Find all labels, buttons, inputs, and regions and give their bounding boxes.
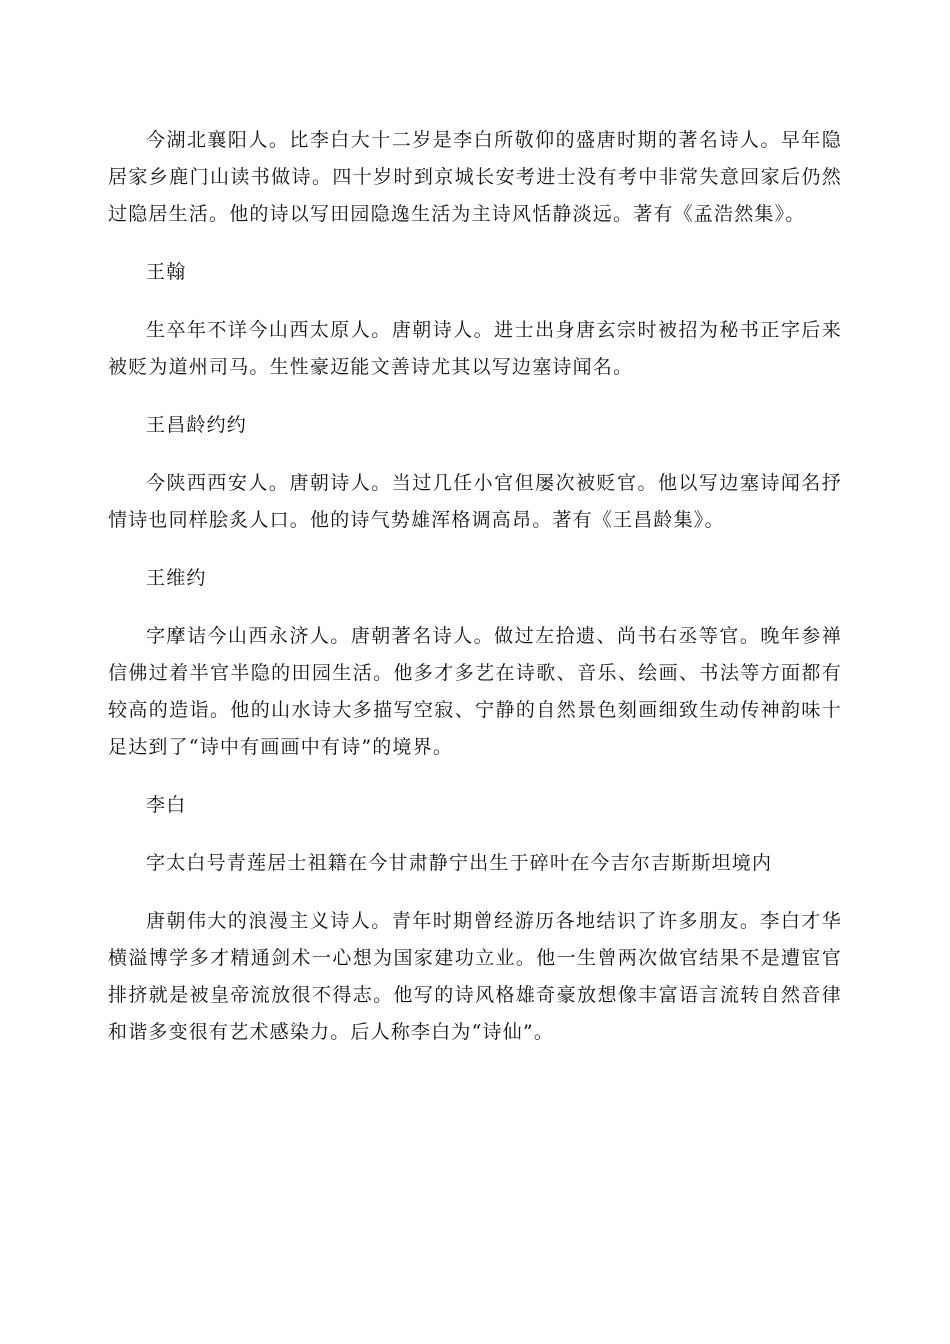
- biography-paragraph: 生卒年不详今山西太原人。唐朝诗人。进士出身唐玄宗时被招为秘书正字后来被贬为道州司马。生性豪迈能文善诗尤其以写边塞诗闻名。: [108, 319, 842, 378]
- biography-paragraph: 字太白号青莲居士祖籍在今甘肃静宁出生于碎叶在今吉尔吉斯斯坦境内: [146, 852, 773, 874]
- poet-name-heading: 王昌龄约约: [146, 414, 248, 436]
- biography-paragraph: 唐朝伟大的浪漫主义诗人。青年时期曾经游历各地结识了许多朋友。李白才华横溢博学多才精通剑术一心想为国家建功立业。他一生曾两次做官结果不是遭宦官排挤就是被皇帝流放很不得志。他写的诗风格雄奇豪放想像丰富语言流转自然音律和谐多变很有艺术感染力。后人称李白为“诗仙”。: [108, 910, 842, 1043]
- biography-paragraph: 今湖北襄阳人。比李白大十二岁是李白所敬仰的盛唐时期的著名诗人。早年隐居家乡鹿门山读书做诗。四十岁时到京城长安考进士没有考中非常失意回家后仍然过隐居生活。他的诗以写田园隐逸生活为主诗风恬静淡远。著有《孟浩然集》。: [108, 129, 842, 225]
- biography-paragraph: 字摩诘今山西永济人。唐朝著名诗人。做过左拾遗、尚书右丞等官。晚年参禅信佛过着半官半隐的田园生活。他多才多艺在诗歌、音乐、绘画、书法等方面都有较高的造诣。他的山水诗大多描写空寂、宁静的自然景色刻画细致生动传神韵味十足达到了“诗中有画画中有诗”的境界。: [108, 625, 842, 758]
- biography-paragraph: 今陕西西安人。唐朝诗人。当过几任小官但屡次被贬官。他以写边塞诗闻名抒情诗也同样脍炙人口。他的诗气势雄浑格调高昂。著有《王昌龄集》。: [108, 472, 842, 531]
- document-body: [108, 122, 842, 1072]
- poet-name-heading: 王维约: [146, 567, 207, 589]
- poet-name-heading: 王翰: [146, 261, 187, 283]
- poet-name-heading: 李白: [146, 794, 187, 816]
